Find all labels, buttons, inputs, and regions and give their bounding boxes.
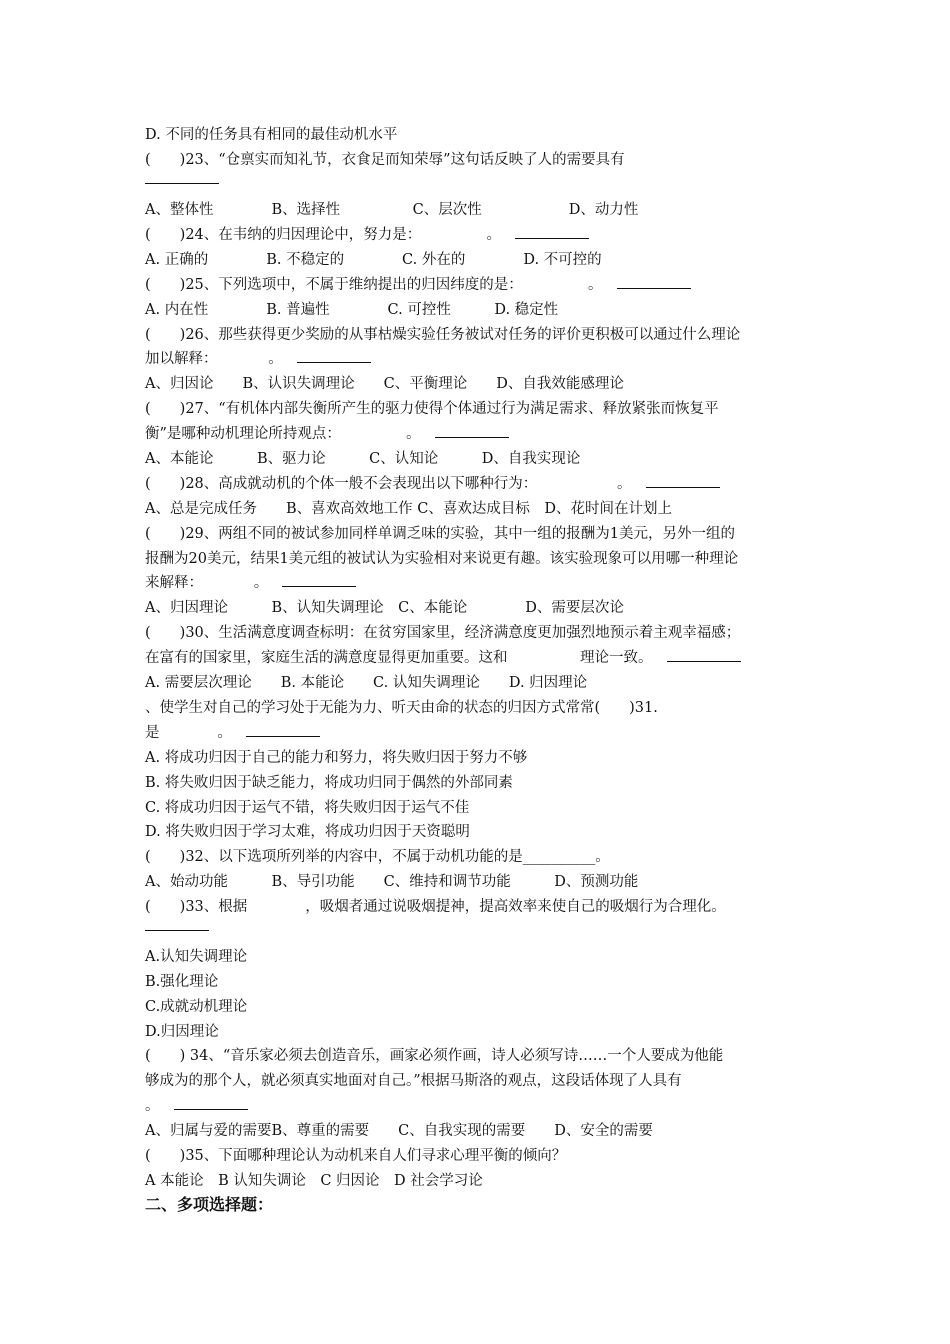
question-31-stem-cont: 是 。 bbox=[145, 723, 320, 743]
question-31-option-b: B. 将失败归因于缺乏能力，将成功归同于偶然的外部同素 bbox=[145, 775, 513, 791]
question-24-options: A. 正确的 B. 不稳定的 C. 外在的 D. 不可控的 bbox=[145, 252, 602, 268]
question-27-stem-cont: 衡”是哪种动机理论所持观点： 。 bbox=[145, 424, 509, 444]
question-22-option-d: D. 不同的任务具有相同的最佳动机水平 bbox=[145, 127, 398, 143]
answer-blank-23 bbox=[145, 170, 219, 190]
answer-blank-24 bbox=[515, 226, 589, 239]
question-29-stem-cont: 报酬为20美元，结果1美元组的被试认为实验相对来说更有趣。该实验现象可以用哪一种理论 bbox=[145, 551, 739, 567]
question-24-stem: ( )24、在韦纳的归因理论中，努力是： 。 bbox=[145, 225, 589, 245]
question-35-stem: ( )35、下面哪种理论认为动机来自人们寻求心理平衡的倾向？ bbox=[145, 1148, 567, 1164]
question-33-option-a: A.认知失调理论 bbox=[145, 949, 248, 965]
answer-blank-29 bbox=[282, 574, 356, 587]
question-25-stem: ( )25、下列选项中，不属于维纳提出的归因纬度的是： 。 bbox=[145, 275, 691, 295]
question-28-stem: ( )28、高成就动机的个体一般不会表现出以下哪种行为： 。 bbox=[145, 474, 720, 494]
question-31-option-c: C. 将成功归因于运气不错，将失败归因于运气不佳 bbox=[145, 800, 470, 816]
answer-blank-25 bbox=[617, 276, 691, 289]
question-31-option-d: D. 将失败归因于学习太难，将成功归因于天资聪明 bbox=[145, 824, 470, 840]
question-34-stem-cont: 够成为的那个人，就必须真实地面对自己。”根据马斯洛的观点，这段话体现了人具有 bbox=[145, 1073, 682, 1089]
question-23-stem: ( )23、“仓禀实而知礼节，衣食足而知荣辱”这句话反映了人的需要具有 bbox=[145, 152, 625, 168]
question-31-stem: 、使学生对自己的学习处于无能为力、听天由命的状态的归因方式常常( )31. bbox=[145, 700, 658, 716]
question-33-option-b: B.强化理论 bbox=[145, 974, 219, 990]
question-30-options: A. 需要层次理论 B. 本能论 C. 认知失调理论 D. 归因理论 bbox=[145, 675, 588, 691]
question-29-options: A、归因理论 B、认知失调理论 C、本能论 D、需要层次论 bbox=[145, 600, 624, 616]
answer-blank-28 bbox=[646, 475, 720, 488]
question-34-options: A、归属与爱的需要B、尊重的需要 C、自我实现的需要 D、安全的需要 bbox=[145, 1123, 653, 1139]
question-35-options: A 本能论 B 认知失调论 C 归因论 D 社会学习论 bbox=[145, 1173, 483, 1189]
question-27-options: A、本能论 B、驱力论 C、认知论 D、自我实现论 bbox=[145, 451, 581, 467]
question-28-options: A、总是完成任务 B、喜欢高效地工作 C、喜欢达成目标 D、花时间在计划上 bbox=[145, 501, 672, 517]
question-33-option-c: C.成就动机理论 bbox=[145, 999, 248, 1015]
question-23-options: A、整体性 B、选择性 C、层次性 D、动力性 bbox=[145, 202, 639, 218]
question-32-options: A、始动功能 B、导引功能 C、维持和调节功能 D、预测功能 bbox=[145, 874, 639, 890]
question-29-stem-end: 来解释： 。 bbox=[145, 573, 356, 593]
answer-blank-34 bbox=[174, 1097, 248, 1110]
question-25-options: A. 内在性 B. 普遍性 C. 可控性 D. 稳定性 bbox=[145, 302, 559, 318]
question-30-stem-cont: 在富有的国家里，家庭生活的满意度显得更加重要。这和 理论一致。 bbox=[145, 648, 741, 668]
question-29-stem: ( )29、两组不同的被试参加同样单调乏味的实验，其中一组的报酬为1美元，另外一组的 bbox=[145, 526, 735, 542]
question-26-options: A、归因论 B、认识失调理论 C、平衡理论 D、自我效能感理论 bbox=[145, 376, 624, 392]
question-31-option-a: A. 将成功归因于自己的能力和努力，将失败归因于努力不够 bbox=[145, 750, 528, 766]
answer-blank-27 bbox=[435, 425, 509, 438]
question-34-stem: ( ) 34、“音乐家必须去创造音乐，画家必须作画，诗人必须写诗……一个人要成为他能 bbox=[145, 1048, 724, 1064]
question-30-stem: ( )30、生活满意度调查标明：在贫穷国家里，经济满意度更加强烈地预示着主观幸福感； bbox=[145, 625, 741, 641]
question-27-stem: ( )27、“有机体内部失衡所产生的驱力使得个体通过行为满足需求、释放紧张而恢复平 bbox=[145, 401, 719, 417]
question-33-stem: ( )33、根据 ，吸烟者通过说吸烟提神，提高效率来使自己的吸烟行为合理化。 bbox=[145, 899, 726, 915]
answer-blank-33 bbox=[145, 917, 209, 937]
question-34-stem-end: 。 bbox=[145, 1096, 248, 1116]
question-26-stem-cont: 加以解释： 。 bbox=[145, 349, 371, 369]
question-33-option-d: D.归因理论 bbox=[145, 1024, 219, 1040]
question-26-stem: ( )26、那些获得更少奖励的从事枯燥实验任务被试对任务的评价更积极可以通过什么理论 bbox=[145, 327, 741, 343]
section-heading-multiple-choice: 二、多项选择题： bbox=[145, 1195, 274, 1214]
answer-blank-30 bbox=[667, 649, 741, 662]
answer-blank-26 bbox=[297, 350, 371, 363]
answer-blank-31 bbox=[246, 724, 320, 737]
question-32-stem: ( )32、以下选项所列举的内容中，不属于动机功能的是__________。 bbox=[145, 849, 610, 865]
